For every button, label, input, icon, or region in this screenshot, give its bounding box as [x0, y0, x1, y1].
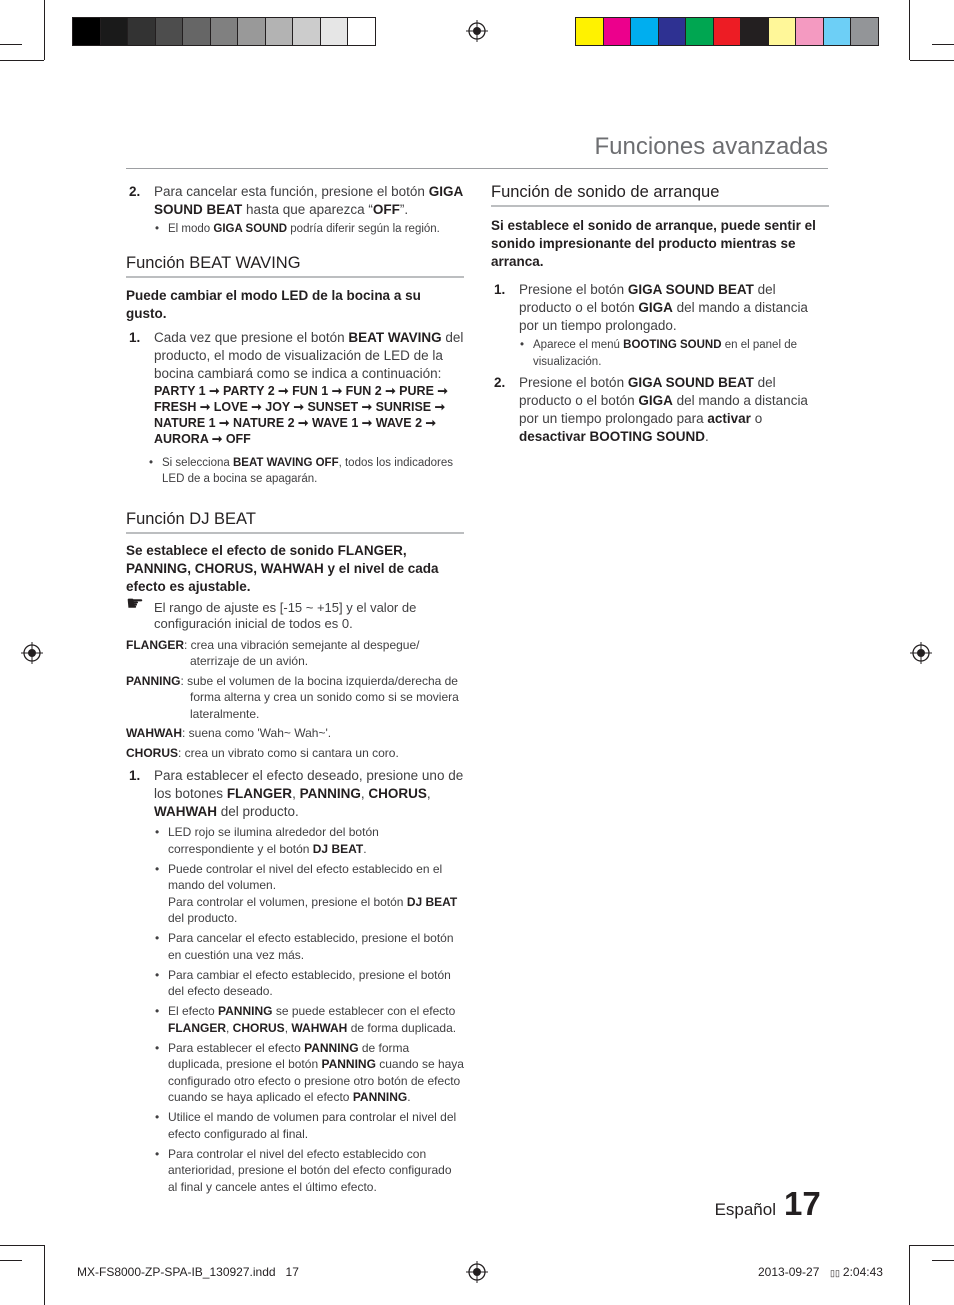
page-title: Funciones avanzadas [594, 133, 828, 160]
list-item: • Utilice el mando de volumen para controlar el nivel del efecto configurado al final. [154, 1109, 464, 1142]
cancel-step: 2. Para cancelar esta función, presione el botón GIGA SOUND BEAT hasta que aparezca “OFF”. [129, 184, 463, 217]
effect-definition: FLANGER: crea una vibración semejante al despegue/ aterrizaje de un avión. [126, 637, 420, 668]
beat-waving-lead: Puede cambiar el modo LED de la bocina a su gusto. [126, 287, 421, 321]
dj-beat-step: 1. Para establecer el efecto deseado, presione uno de los botones FLANGER, PANNING, CHORUS, WAHWAH del producto. [129, 768, 464, 819]
crop-mark [910, 60, 954, 61]
boot-sound-heading: Función de sonido de arranque [491, 183, 829, 207]
crop-mark [44, 0, 45, 60]
registration-mark-icon [466, 20, 488, 42]
crop-mark [44, 1245, 45, 1305]
list-item: • LED rojo se ilumina alrededor del botón correspondiente y el botón DJ BEAT. [154, 824, 464, 857]
color-swatch [320, 17, 349, 46]
boot-sound-step-1: 1. Presione el botón GIGA SOUND BEAT del producto o el botón GIGA del mando a distancia por un tiempo prolongado. [494, 282, 808, 333]
color-swatch [685, 17, 714, 46]
effect-definition: WAHWAH: suena como 'Wah~ Wah~'. [126, 726, 332, 740]
left-column [126, 183, 464, 1195]
list-item: • Para cancelar el efecto establecido, presione el botón en cuestión una vez más. [154, 930, 464, 963]
color-swatch [155, 17, 184, 46]
color-swatch [182, 17, 211, 46]
beat-waving-step: 1. Cada vez que presione el botón BEAT WAVING del producto, el modo de visualización de LED de la bocina cambiará como se indica a continuación: [129, 329, 464, 381]
right-column [491, 183, 829, 446]
color-swatch [72, 17, 101, 46]
effect-definition: PANNING: sube el volumen de la bocina izquierda/derecha de forma alterna y crea un sonido como si se moviera lateralmente. [126, 673, 459, 721]
dj-beat-heading: Función DJ BEAT [126, 510, 464, 534]
color-swatch [630, 17, 659, 46]
boot-sound-lead: Si establece el sonido de arranque, puede sentir el sonido impresionante del producto mientras se arranca. [491, 218, 816, 269]
language-label: Español [714, 1200, 776, 1219]
beat-waving-off-note: • Si selecciona BEAT WAVING OFF, todos los indicadores LED de a bocina se apagarán. [148, 455, 464, 488]
print-time: ▯▯ 2:04:43 [830, 1265, 883, 1279]
led-mode-sequence: PARTY 1 ➞ PARTY 2 ➞ FUN 1 ➞ FUN 2 ➞ PURE ➞ FRESH ➞ LOVE ➞ JOY ➞ SUNSET ➞ SUNRISE ➞ NATURE 1 ➞ NATURE 2 ➞ WAVE 1 ➞ WAVE 2 ➞ AURORA ➞ OFF [154, 383, 448, 446]
beat-waving-heading: Función BEAT WAVING [126, 254, 464, 278]
color-swatch [100, 17, 129, 46]
booting-sound-menu-note: • Aparece el menú BOOTING SOUND en el panel de visualización. [519, 337, 829, 370]
effect-definition: CHORUS: crea un vibrato como si cantara un coro. [126, 745, 399, 760]
color-swatch [740, 17, 769, 46]
adjust-range-note: ☛ El rango de ajuste es [-15 ~ +15] y el valor de configuración inicial de todos es 0. [126, 592, 417, 631]
crop-mark [910, 1245, 954, 1246]
color-swatch [658, 17, 687, 46]
crop-mark [932, 1260, 954, 1261]
crop-mark [0, 44, 22, 45]
list-item: • El efecto PANNING se puede establecer con el efecto FLANGER, CHORUS, WAHWAH de forma duplicada. [154, 1003, 464, 1036]
color-swatch [210, 17, 239, 46]
dj-beat-lead: Se establece el efecto de sonido FLANGER, PANNING, CHORUS, WAHWAH y el nivel de cada efecto es ajustable. [126, 542, 439, 594]
crop-mark [0, 1260, 22, 1261]
region-note: • El modo GIGA SOUND podría diferir según la región. [154, 221, 464, 238]
color-swatch [768, 17, 797, 46]
list-item: • Para controlar el nivel del efecto establecido con anterioridad, presione el botón del efecto configurado al final y cancele antes el último efecto. [154, 1146, 464, 1196]
file-name: MX-FS8000-ZP-SPA-IB_130927.indd 17 [77, 1265, 299, 1279]
color-swatch [823, 17, 852, 46]
page-number: 17 [784, 1185, 821, 1222]
crop-mark [932, 44, 954, 45]
registration-mark-icon [910, 642, 932, 664]
crop-mark [909, 0, 910, 60]
color-swatch [603, 17, 632, 46]
registration-mark-icon [466, 1261, 488, 1283]
crop-mark [909, 1245, 910, 1305]
color-swatch [265, 17, 294, 46]
color-swatch [850, 17, 879, 46]
color-swatch [347, 17, 376, 46]
list-item: • Para establecer el efecto PANNING de forma duplicada, presione el botón PANNING cuando se haya configurado otro efecto o presione otro botón de efecto cuando se haya aplicado el efecto PANNING. [154, 1040, 464, 1106]
crop-mark [0, 1245, 44, 1246]
color-swatch [575, 17, 604, 46]
registration-mark-icon [21, 642, 43, 664]
boot-sound-step-2: 2. Presione el botón GIGA SOUND BEAT del producto o el botón GIGA del mando a distancia por un tiempo prolongado para activar o desactivar BOOTING SOUND. [494, 375, 808, 444]
header-rule [126, 168, 828, 169]
list-item: • Puede controlar el nivel del efecto establecido en el mando del volumen. Para controlar el volumen, presione el botón DJ BEAT del producto. [154, 861, 464, 927]
crop-mark [0, 60, 44, 61]
calendar-icon: ▯▯ [830, 1268, 840, 1278]
color-swatch [292, 17, 321, 46]
color-swatch [127, 17, 156, 46]
list-item: • Para cambiar el efecto establecido, presione el botón del efecto deseado. [154, 967, 464, 1000]
print-date: 2013-09-27 [758, 1265, 820, 1279]
color-swatch [237, 17, 266, 46]
color-swatch [795, 17, 824, 46]
color-swatch [713, 17, 742, 46]
pointing-hand-icon: ☛ [126, 592, 144, 615]
